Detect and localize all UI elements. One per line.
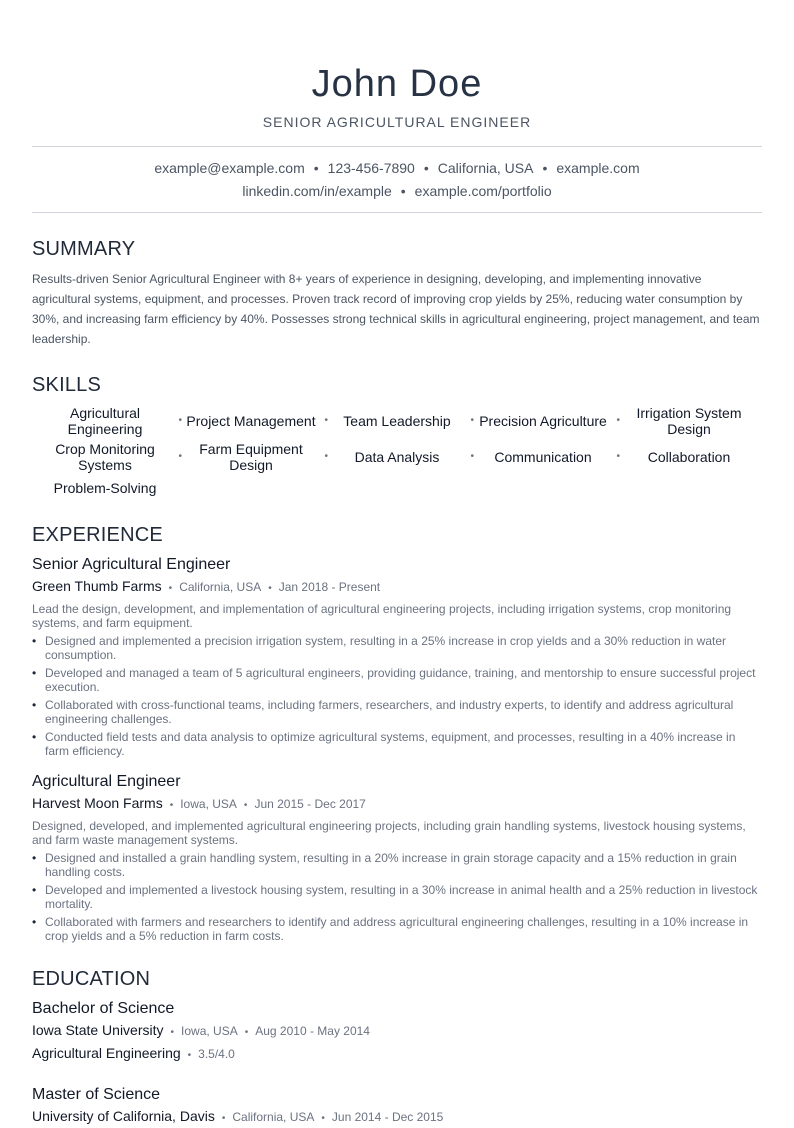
job-dates: Jan 2018 - Present <box>278 580 381 594</box>
separator-dot: • <box>244 1027 249 1038</box>
job-location: California, USA <box>179 580 262 594</box>
skill-item: Precision Agriculture • <box>470 405 616 437</box>
summary-heading: SUMMARY <box>32 238 136 260</box>
education-field-row <box>32 1044 762 1065</box>
achievement-item: • Developed and implemented a livestock housing system, resulting in a 30% increase in animal health and a 25% reduction in livestock mortality. <box>45 883 762 911</box>
contact-row-2 <box>32 180 762 203</box>
job-dates: Jun 2015 - Dec 2017 <box>254 797 366 811</box>
website-link[interactable]: example.com <box>556 160 640 176</box>
separator-dot: • <box>321 1113 325 1124</box>
portfolio-link[interactable]: example.com/portfolio <box>414 183 552 199</box>
skill-item: Data Analysis • <box>324 441 470 473</box>
location-text: California, USA <box>437 160 534 176</box>
school-location: California, USA <box>232 1110 315 1124</box>
separator-dot: • <box>170 1027 175 1038</box>
company-name: Green Thumb Farms <box>32 578 162 594</box>
job-description: Lead the design, development, and implementation of agricultural engineering projects, including irrigation systems, crop monitoring systems, and farm equipment. <box>32 602 732 630</box>
phone-number[interactable]: 123-456-7890 <box>327 160 415 176</box>
job-meta <box>32 794 762 815</box>
job-location: Iowa, USA <box>180 797 237 811</box>
separator-dot: • <box>168 583 173 594</box>
education-meta <box>32 1021 762 1042</box>
achievement-item: • Designed and installed a grain handling system, resulting in a 20% increase in grain storage capacity and a 15% reduction in grain handling costs. <box>45 851 762 879</box>
email-link[interactable]: example@example.com <box>154 160 305 176</box>
school-location: Iowa, USA <box>181 1024 238 1038</box>
job-title: Agricultural Engineer <box>32 773 181 790</box>
contact-bar <box>32 146 762 213</box>
achievement-item: • Designed and implemented a precision irrigation system, resulting in a 25% increase in crop yields and a 30% reduction in water consumption. <box>45 634 762 662</box>
job-title: Senior Agricultural Engineer <box>32 556 231 573</box>
separator-dot: • <box>423 160 429 176</box>
skills-heading: SKILLS <box>32 374 102 396</box>
degree-title: Bachelor of Science <box>32 1000 175 1017</box>
separator-dot: • <box>400 183 406 199</box>
skills-grid <box>32 405 762 499</box>
job-entry <box>32 772 762 943</box>
job-meta <box>32 577 762 598</box>
separator-dot: • <box>221 1113 226 1124</box>
education-entry <box>32 999 762 1065</box>
separator-dot: • <box>243 800 248 811</box>
education-entry <box>32 1085 762 1128</box>
skill-item: Agricultural Engineering • <box>32 405 178 437</box>
skill-item: Irrigation System Design <box>636 405 742 437</box>
summary-text: Results-driven Senior Agricultural Engineer with 8+ years of experience in designing, developing, and implementing innovative agricultural systems, equipment, and processes. Proven track record of improving crop yields by 25%, reducing water consumption by 30%, and increasing farm efficiency by 40%. Possesses strong technical skills in agricultural engineering, project management, and team leadership. <box>32 272 760 346</box>
job-achievements <box>32 851 762 943</box>
job-achievements <box>32 634 762 758</box>
separator-dot: • <box>542 160 548 176</box>
resume-page <box>32 0 762 1128</box>
education-dates: Jun 2014 - Dec 2015 <box>331 1110 444 1124</box>
experience-heading: EXPERIENCE <box>32 524 163 546</box>
achievement-item: • Collaborated with cross-functional teams, including farmers, researchers, and industry experts, to identify and address agricultural engineering challenges. <box>45 698 762 726</box>
skill-item: Collaboration <box>647 449 731 465</box>
achievement-item: • Developed and managed a team of 5 agricultural engineers, providing guidance, training, and mentorship to ensure successful project execution. <box>45 666 762 694</box>
separator-dot: • <box>268 583 272 594</box>
school-name: University of California, Davis <box>32 1108 215 1124</box>
candidate-title: SENIOR AGRICULTURAL ENGINEER <box>262 114 532 130</box>
school-name: Iowa State University <box>32 1022 164 1038</box>
skill-item: Farm Equipment Design • <box>178 441 324 473</box>
skill-item: Team Leadership • <box>324 405 470 437</box>
company-name: Harvest Moon Farms <box>32 795 163 811</box>
education-meta <box>32 1107 762 1128</box>
job-entry <box>32 555 762 758</box>
achievement-item: • Collaborated with farmers and researchers to identify and address agricultural engineering challenges, resulting in a 10% increase in crop yields and a 5% reduction in farm costs. <box>45 915 762 943</box>
degree-title: Master of Science <box>32 1086 161 1103</box>
contact-row-1 <box>32 157 762 180</box>
education-dates: Aug 2010 - May 2014 <box>255 1024 370 1038</box>
separator-dot: • <box>187 1050 192 1061</box>
achievement-item: • Conducted field tests and data analysis to optimize agricultural systems, equipment, and processes, resulting in a 40% increase in farm efficiency. <box>45 730 762 758</box>
separator-dot: • <box>313 160 319 176</box>
education-heading: EDUCATION <box>32 968 151 990</box>
field-of-study: Agricultural Engineering <box>32 1045 181 1061</box>
gpa-value: 3.5/4.0 <box>198 1047 235 1061</box>
skill-item: Project Management • <box>178 405 324 437</box>
skill-item: Communication • <box>470 441 616 473</box>
skill-item: Crop Monitoring Systems • <box>32 441 178 473</box>
separator-dot: • <box>169 800 174 811</box>
job-description: Designed, developed, and implemented agricultural engineering projects, including grain handling systems, livestock housing systems, and farm waste management systems. <box>32 819 746 847</box>
skill-item: Problem-Solving <box>53 480 157 496</box>
linkedin-link[interactable]: linkedin.com/in/example <box>242 183 392 199</box>
candidate-name: John Doe <box>311 63 483 105</box>
